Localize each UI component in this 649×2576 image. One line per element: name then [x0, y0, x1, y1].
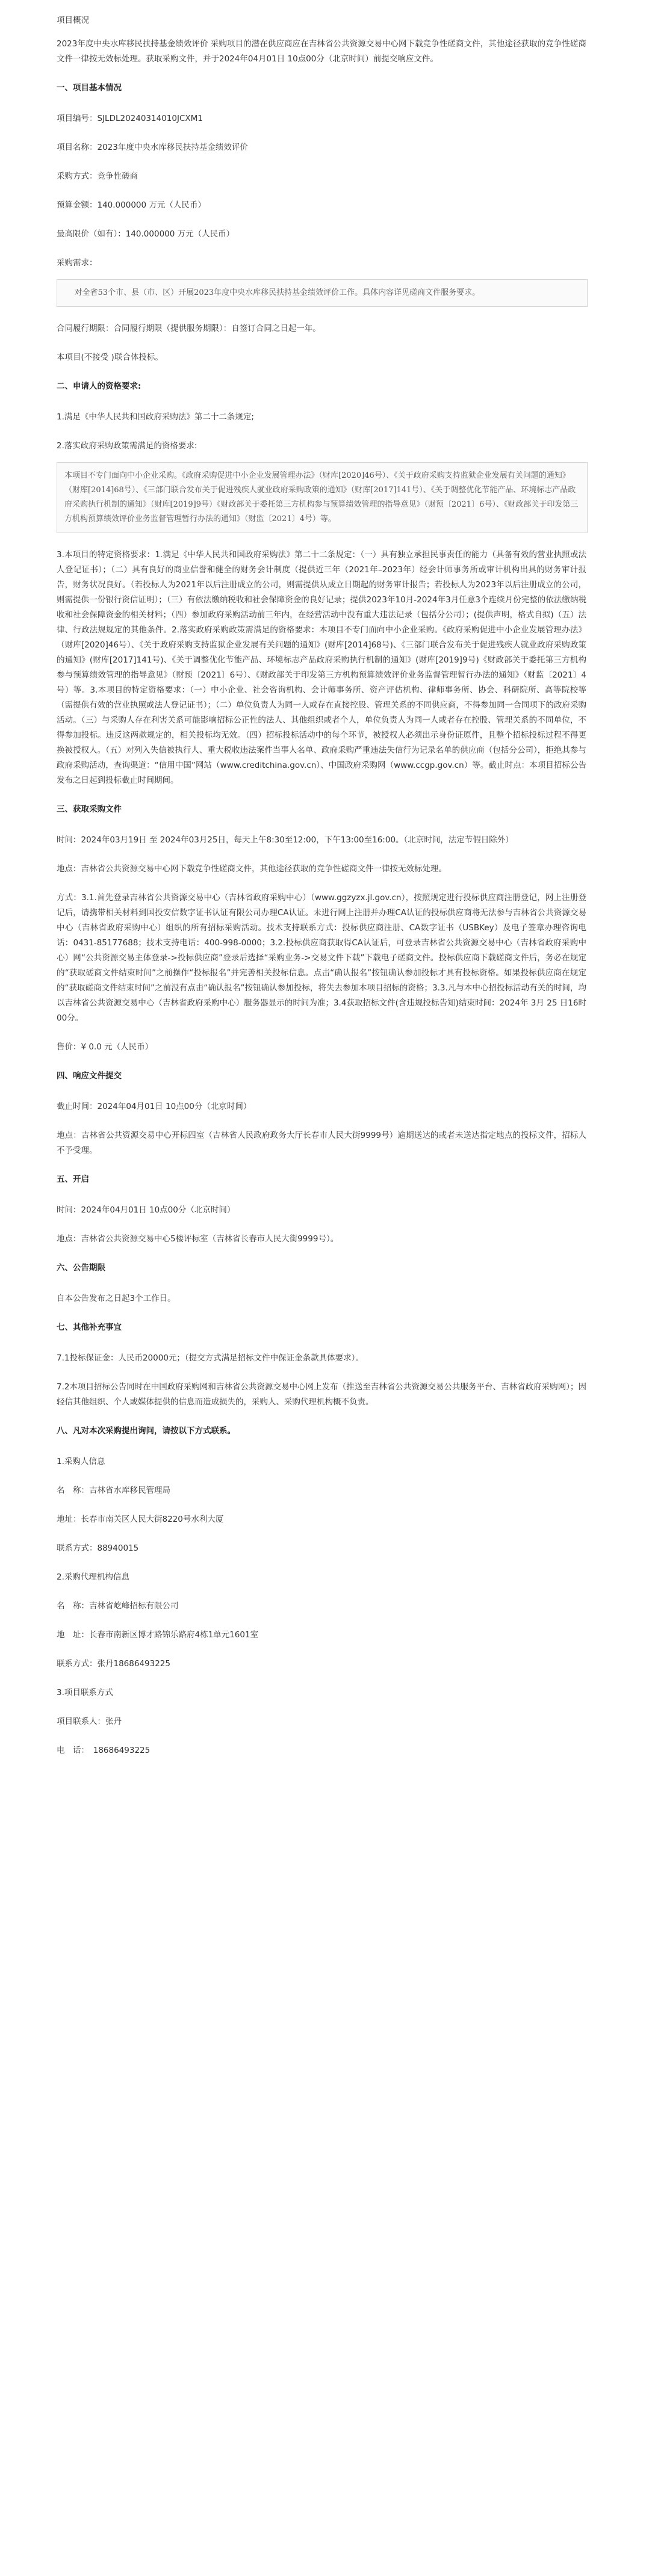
- opening-place: 地点：吉林省公共资源交易中心5楼评标室（吉林省长春市人民大街9999号）。: [57, 1234, 339, 1244]
- purchaser-title: 1.采购人信息: [57, 1457, 105, 1466]
- section-title-submission: 四、响应文件提交: [57, 1071, 122, 1081]
- overview-body: 2023年度中央水库移民扶持基金绩效评价 采购项目的潜在供应商应在吉林省公共资源交易中心网下载竞争性磋商文件，其他途径获取的竞争性磋商文件一律按无效标处理。获取采购文件，并于2024年04月01日 10点00分（北京时间）前提交响应文件。: [57, 39, 586, 64]
- document-price: 售价：¥ 0.0 元（人民币）: [57, 1042, 154, 1052]
- agency-title: 2.采购代理机构信息: [57, 1572, 129, 1582]
- publication-note: 7.2本项目招标公告同时在中国政府采购网和吉林省公共资源交易中心网上发布（推送至吉林省公共资源交易公共服务平台、吉林省政府采购网）；因轻信其他组织、个人或媒体提供的信息而造成损失的，采购人、采购代理机构概不负责。: [57, 1382, 586, 1407]
- contact-person: 项目联系人：张丹: [57, 1717, 122, 1726]
- requirement-text: 对全省53个市、县（市、区）开展2023年度中央水库移民扶持基金绩效评价工作。具体内容详见磋商文件服务要求。: [64, 288, 480, 297]
- section-title-contact: 八、凡对本次采购提出询问，请按以下方式联系。: [57, 1426, 235, 1436]
- purchaser-phone: 联系方式：88940015: [57, 1543, 139, 1553]
- obtain-place: 地点：吉林省公共资源交易中心网下载竞争性磋商文件，其他途径获取的竞争性磋商文件一律按无效标处理。: [57, 864, 447, 874]
- obtain-time: 时间：2024年03月19日 至 2024年03月25日，每天上午8:30至12:00，下午13:00至16:00。（北京时间，法定节假日除外）: [57, 835, 514, 845]
- contact-title: 3.项目联系方式: [57, 1688, 113, 1697]
- obtain-method: 方式：3.1.首先登录吉林省公共资源交易中心（吉林省政府采购中心）（www.ggzyzx.jl.gov.cn），按照规定进行投标供应商注册登记，网上注册登记后，请携带相关材料到国投安信数字证书认证有限公司办理CA认证。未进行网上注册并办理CA认证的投标供应商将无法参与吉林省公共资源交易中心（吉林省政府采购中心）组织的所有招标采购活动。技术支持联系方式：投标供应商注册、CA数字证书（USBKey）及电子签章办理咨询电话：0431-85177688；技术支持电话：400-998-0000；3.2.投标供应商获取得CA认证后，可登录吉林省公共资源交易中心（吉林省政府采购中心）网“公共资源交易主体登录->投标供应商”登录后选择“采购业务->交易文件下载”下载电子磋商文件。投标供应商下载磋商文件后，务必在规定的“获取磋商文件结束时间”之前操作“投标报名”并完善相关投标信息。点击“确认报名”按钮确认参加投标才具有投标资格。如果投标供应商在规定的“获取磋商文件结束时间”之前没有点击“确认报名”按钮确认参加投标，将失去参加本项目招标的资格；3.3.凡与本中心招投标活动有关的时间，均以吉林省公共资源交易中心（吉林省政府采购中心）服务器显示的时间为准；3.4获取招标文件(含违规投标告知)结束时间：2024年 3月 25 日16时00分。: [57, 893, 586, 1023]
- agency-address: 地 址：长春市南新区博才路锦乐路府4栋1单元1601室: [57, 1630, 259, 1640]
- section-title-opening: 五、开启: [57, 1175, 89, 1184]
- notice-period: 自本公告发布之日起3个工作日。: [57, 1294, 176, 1303]
- qualification-item-1: 1.满足《中华人民共和国政府采购法》第二十二条规定;: [57, 412, 254, 422]
- opening-time: 时间：2024年04月01日 10点00分（北京时间）: [57, 1205, 235, 1215]
- policy-box: [57, 462, 588, 533]
- submission-deadline: 截止时间：2024年04月01日 10点00分（北京时间）: [57, 1102, 252, 1111]
- announcement-content: [57, 13, 586, 1758]
- agency-phone: 联系方式：张丹18686493225: [57, 1659, 170, 1669]
- requirement-box: [57, 279, 588, 307]
- section-title-obtain-docs: 三、获取采购文件: [57, 805, 122, 814]
- submission-place: 地点：吉林省公共资源交易中心开标四室（吉林省人民政府政务大厅长春市人民大街9999号）逾期送达的或者未送达指定地点的投标文件，招标人不予受理。: [57, 1131, 586, 1155]
- overview-title: 项目概况: [57, 16, 89, 25]
- consortium-note: 本项目(不接受 )联合体投标。: [57, 353, 163, 362]
- purchaser-address: 地址：长春市南关区人民大街8220号水利大厦: [57, 1515, 224, 1524]
- section-title-notice-period: 六、公告期限: [57, 1263, 105, 1273]
- project-name: 项目名称：2023年度中央水库移民扶持基金绩效评价: [57, 143, 248, 152]
- purchaser-name: 名 称：吉林省水库移民管理局: [57, 1486, 170, 1495]
- contract-term: 合同履行期限：合同履行期限（提供服务期限）：自签订合同之日起一年。: [57, 324, 321, 333]
- agency-name: 名 称：吉林省屹峰招标有限公司: [57, 1601, 179, 1611]
- procurement-method: 采购方式：竞争性磋商: [57, 171, 138, 181]
- requirement-label: 采购需求：: [57, 258, 98, 268]
- section-title-basic-info: 一、项目基本情况: [57, 83, 122, 93]
- project-number: 项目编号：SJLDL20240314010JCXM1: [57, 114, 203, 123]
- qualification-item-3: 3.本项目的特定资格要求：1.满足《中华人民共和国政府采购法》第二十二条规定：（一）具有独立承担民事责任的能力（具备有效的营业执照或法人登记证书）；（二）具有良好的商业信誉和健全的财务会计制度（提供近三年（2021年–2023年）经会计师事务所或审计机构出具的财务审计报告，财务状况良好。（若投标人为2021年以后注册成立的公司，则需提供从成立日期起的财务审计报告；若投标人为2023年以后注册成立的公司，则需提供一份银行资信证明）；（三）有依法缴纳税收和社会保障资金的良好记录；提供2023年10月-2024年3月任意3个连续月份完整的依法缴纳税收和社会保障资金的相关材料；（四）参加政府采购活动前三年内，在经营活动中没有重大违法记录（包括分公司）；(提供声明，格式自拟)（五）法律、行政法规规定的其他条件。2.落实政府采购政策需满足的资格要求：本项目不专门面向中小企业采购。《政府采购促进中小企业发展管理办法》（财库[2020]46号）、《关于政府采购支持监狱企业发展有关问题的通知》(财库[2014]68号)、《三部门联合发布关于促进残疾人就业政府采购政策的通知》(财库[2017]141号)、《关于调整优化节能产品、环境标志产品政府采购执行机制的通知》(财库[2019]9号)《财政部关于委托第三方机构参与预算绩效管理的指导意见》（财预〔2021〕6号）、《财政部关于印发第三方机构预算绩效评价业务监督管理暂行办法的通知》（财监〔2021〕4号）等。3.本项目的特定资格要求：（一）中小企业、社会咨询机构、会计师事务所、资产评估机构、律师事务所、协会、科研院所、高等院校等（需提供有效的营业执照或法人登记证书）；（二）单位负责人为同一人或存在直接控股、管理关系的不同供应商，不得参加同一合同项下的政府采购活动。（三）与采购人存在利害关系可能影响招标公正性的法人、其他组织或者个人，单位负责人为同一人或者存在控股、管理关系的不同单位，不得参加投标。违反这两款规定的，相关投标均无效。（四）招标投标活动中的每个环节，被授权人必须出示身份证原件，且整个招标投标过程不得更换被授权人。（五）对列入失信被执行人、重大税收违法案件当事人名单、政府采购严重违法失信行为记录名单的供应商（包括分公司），拒绝其参与政府采购活动，查询渠道：“信用中国”网站（www.creditchina.gov.cn）、中国政府采购网（www.ccgp.gov.cn）等。截止时点：本项目招标公告发布之日起到投标截止时间期间。: [57, 550, 586, 785]
- max-price: 最高限价（如有）：140.000000 万元（人民币）: [57, 229, 235, 239]
- budget-amount: 预算金额：140.000000 万元（人民币）: [57, 200, 206, 210]
- deposit-note: 7.1投标保证金：人民币20000元；（提交方式满足招标文件中保证金条款具体要求）。: [57, 1353, 364, 1363]
- section-title-qualification: 二、申请人的资格要求:: [57, 381, 141, 391]
- contact-phone: 电 话： 18686493225: [57, 1746, 151, 1755]
- qualification-item-2: 2.落实政府采购政策需满足的资格要求:: [57, 441, 197, 451]
- section-title-other-matters: 七、其他补充事宜: [57, 1323, 122, 1332]
- policy-text: 本项目不专门面向中小企业采购。《政府采购促进中小企业发展管理办法》（财库[2020]46号）、《关于政府采购支持监狱企业发展有关问题的通知》（财库[2014]68号）、《三部门联合发布关于促进残疾人就业政府采购政策的通知》（财库[2017]141号）、《关于调整优化节能产品、环境标志产品政府采购执行机制的通知》（财库[2019]9号）《财政部关于委托第三方机构参与预算绩效管理的指导意见》（财预〔2021〕6号）、《财政部关于印发第三方机构预算绩效评价业务监督管理暂行办法的通知》（财监〔2021〕4号）等。: [64, 471, 579, 524]
